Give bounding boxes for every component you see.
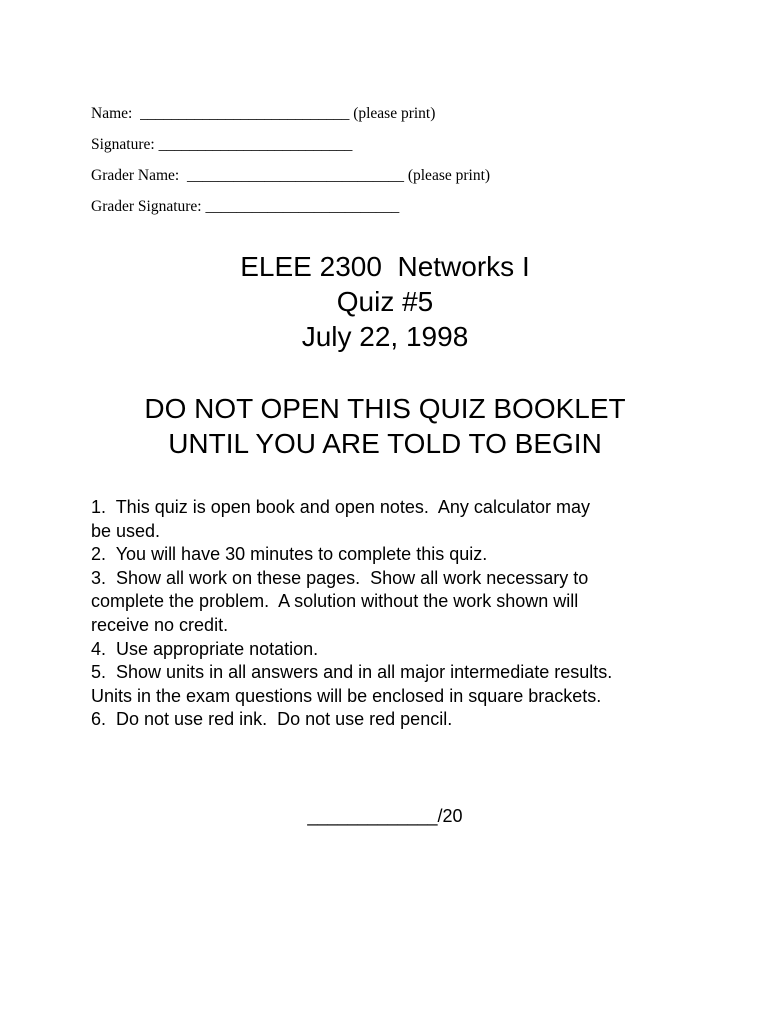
quiz-date: July 22, 1998 xyxy=(301,321,469,352)
instruction-line: 3. Show all work on these pages. Show all work necessary to xyxy=(91,567,589,588)
title-block xyxy=(0,249,770,354)
instruction-line: 6. Do not use red ink. Do not use red pencil. xyxy=(91,709,453,730)
grader-name-field: Grader Name: ____________________________ (please print) xyxy=(91,167,491,184)
warning-line-1: DO NOT OPEN THIS QUIZ BOOKLET xyxy=(144,393,626,424)
instruction-line: Units in the exam questions will be enclosed in square brackets. xyxy=(91,685,602,706)
name-field: Name: ___________________________ (please print) xyxy=(91,105,436,122)
warning-block xyxy=(0,391,770,461)
grader-signature-field: Grader Signature: _________________________ xyxy=(91,198,400,215)
quiz-number: Quiz #5 xyxy=(336,286,434,317)
score-line: _____________/20 xyxy=(307,806,463,826)
instruction-line: 5. Show units in all answers and in all major intermediate results. xyxy=(91,662,613,683)
instruction-line: 1. This quiz is open book and open notes. Any calculator may xyxy=(91,497,590,517)
header-fields xyxy=(91,103,490,227)
instruction-line: receive no credit. xyxy=(91,614,229,635)
course-title: ELEE 2300 Networks I xyxy=(240,251,530,282)
warning-line-2: UNTIL YOU ARE TOLD TO BEGIN xyxy=(168,428,602,459)
instruction-line: complete the problem. A solution without the work shown will xyxy=(91,591,579,612)
instructions xyxy=(91,496,711,732)
instruction-line: 2. You will have 30 minutes to complete this quiz. xyxy=(91,544,488,565)
instruction-line: 4. Use appropriate notation. xyxy=(91,638,319,659)
instruction-line: be used. xyxy=(91,520,161,541)
signature-field: Signature: _________________________ xyxy=(91,136,353,153)
